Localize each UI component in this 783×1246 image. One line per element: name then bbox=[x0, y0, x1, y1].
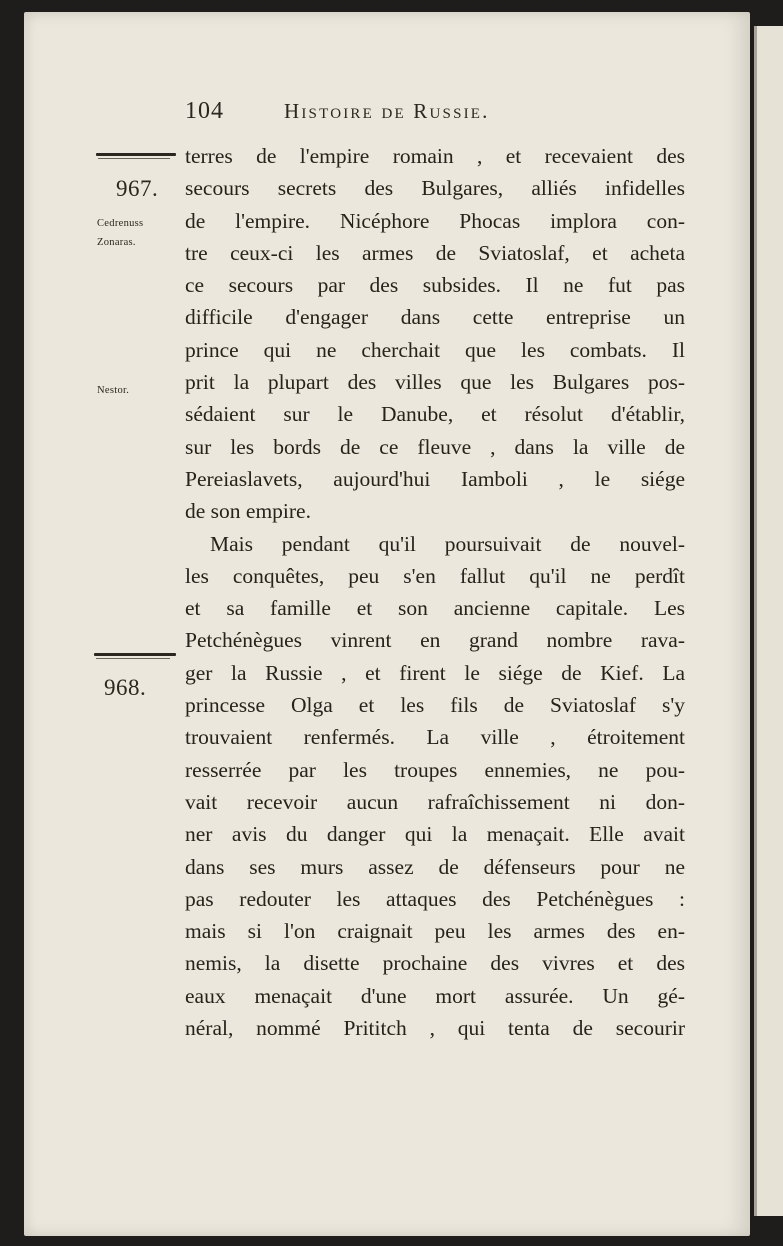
text-line: de son empire. bbox=[185, 499, 311, 524]
text-line: prince qui ne cherchait que les combats. Il bbox=[185, 337, 685, 362]
text-line: de l'empire. Nicéphore Phocas implora con- bbox=[185, 208, 685, 233]
text-line: les conquêtes, peu s'en fallut qu'il ne perdît bbox=[185, 563, 685, 588]
text-line: eaux menaçait d'une mort assurée. Un gé- bbox=[185, 983, 685, 1008]
page-number: 104 bbox=[185, 98, 224, 124]
text-line: ger la Russie , et firent le siége de Kief. La bbox=[185, 660, 685, 685]
text-line: et sa famille et son ancienne capitale. Les bbox=[185, 596, 685, 621]
page-header bbox=[180, 98, 600, 132]
next-page-edge bbox=[754, 26, 783, 1216]
text-line: difficile d'engager dans cette entreprise un bbox=[185, 305, 685, 330]
text-line: nemis, la disette prochaine des vivres et des bbox=[185, 951, 685, 976]
text-line: ce secours par des subsides. Il ne fut pas bbox=[185, 273, 685, 298]
text-line: ner avis du danger qui la menaçait. Elle avait bbox=[185, 822, 685, 847]
text-line: Pereiaslavets, aujourd'hui Iamboli , le siége bbox=[185, 466, 685, 491]
text-line: Petchénègues vinrent en grand nombre rava- bbox=[185, 628, 685, 653]
body-text bbox=[185, 140, 685, 1044]
text-line: mais si l'on craignait peu les armes des en- bbox=[185, 919, 685, 944]
text-line: secours secrets des Bulgares, alliés infidelles bbox=[185, 176, 685, 201]
margin-year-968: 968. bbox=[104, 675, 147, 700]
text-line: sur les bords de ce fleuve , dans la ville de bbox=[185, 434, 685, 459]
text-line: néral, nommé Prititch , qui tenta de secourir bbox=[185, 1016, 685, 1041]
text-line: dans ses murs assez de défenseurs pour ne bbox=[185, 854, 685, 879]
margin-source-nestor: Nestor. bbox=[97, 385, 130, 396]
text-line: tre ceux-ci les armes de Sviatoslaf, et acheta bbox=[185, 240, 685, 265]
text-line: terres de l'empire romain , et recevaient des bbox=[185, 144, 685, 168]
margin-year-967: 967. bbox=[116, 176, 159, 201]
margin-rule-2 bbox=[94, 653, 176, 656]
text-line: sédaient sur le Danube, et résolut d'établir, bbox=[185, 402, 685, 427]
text-line: trouvaient renfermés. La ville , étroitement bbox=[185, 725, 685, 750]
text-line: vait recevoir aucun rafraîchissement ni don- bbox=[185, 789, 685, 814]
text-line: princesse Olga et les fils de Sviatoslaf s'y bbox=[185, 693, 685, 718]
margin-source-zonaras: Zonaras. bbox=[97, 237, 136, 248]
text-line: prit la plupart des villes que les Bulgares pos- bbox=[185, 370, 685, 395]
running-title: Histoire de Russie. bbox=[284, 99, 490, 123]
text-line: pas redouter les attaques des Petchénègues : bbox=[185, 886, 685, 911]
text-line: Mais pendant qu'il poursuivait de nouvel- bbox=[210, 531, 685, 556]
margin-source-cedrenus: Cedrenuss bbox=[97, 218, 144, 229]
text-line: resserrée par les troupes ennemies, ne pou- bbox=[185, 757, 685, 782]
margin-rule-1 bbox=[96, 153, 176, 156]
